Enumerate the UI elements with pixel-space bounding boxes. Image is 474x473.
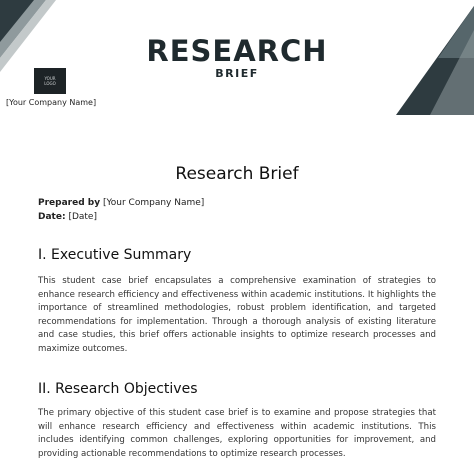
logo-line-1: YOUR (44, 76, 56, 81)
section-body-executive-summary: This student case brief encapsulates a comprehensive examination of strategies to enhance research efficiency and effectiveness within academic institutions. It highlights the importance of streamlined methodologies, robust problem identification, and targeted recommendations for implementation. Through a thorough analysis of existing literature and case studies, this brief offers actionable insights to optimize research processes and maximize outcomes. (38, 276, 436, 354)
company-logo (34, 68, 66, 94)
section-heading-executive-summary: I. Executive Summary (38, 247, 192, 263)
prepared-by (38, 198, 204, 208)
section-body-research-objectives: The primary objective of this student case brief is to examine and propose strategies that will enhance research efficiency and effectiveness within academic institutions. This includes identifying common challenges, exploring opportunities for improvement, and providing actionable recommendations to optimize research processes. (38, 408, 436, 459)
brand-title: RESEARCH (146, 34, 328, 68)
brand-subtitle: BRIEF (215, 67, 259, 80)
logo-line-2: LOGO (44, 81, 56, 86)
company-name: [Your Company Name] (6, 98, 97, 107)
date-label: Date: (38, 212, 66, 222)
prepared-by-value: [Your Company Name] (102, 198, 205, 208)
document-title: Research Brief (175, 164, 299, 184)
prepared-by-label: Prepared by (38, 198, 101, 208)
header-banner (0, 0, 474, 150)
date-value: [Date] (68, 212, 97, 222)
section-heading-research-objectives: II. Research Objectives (38, 381, 198, 397)
date-line (38, 212, 97, 222)
